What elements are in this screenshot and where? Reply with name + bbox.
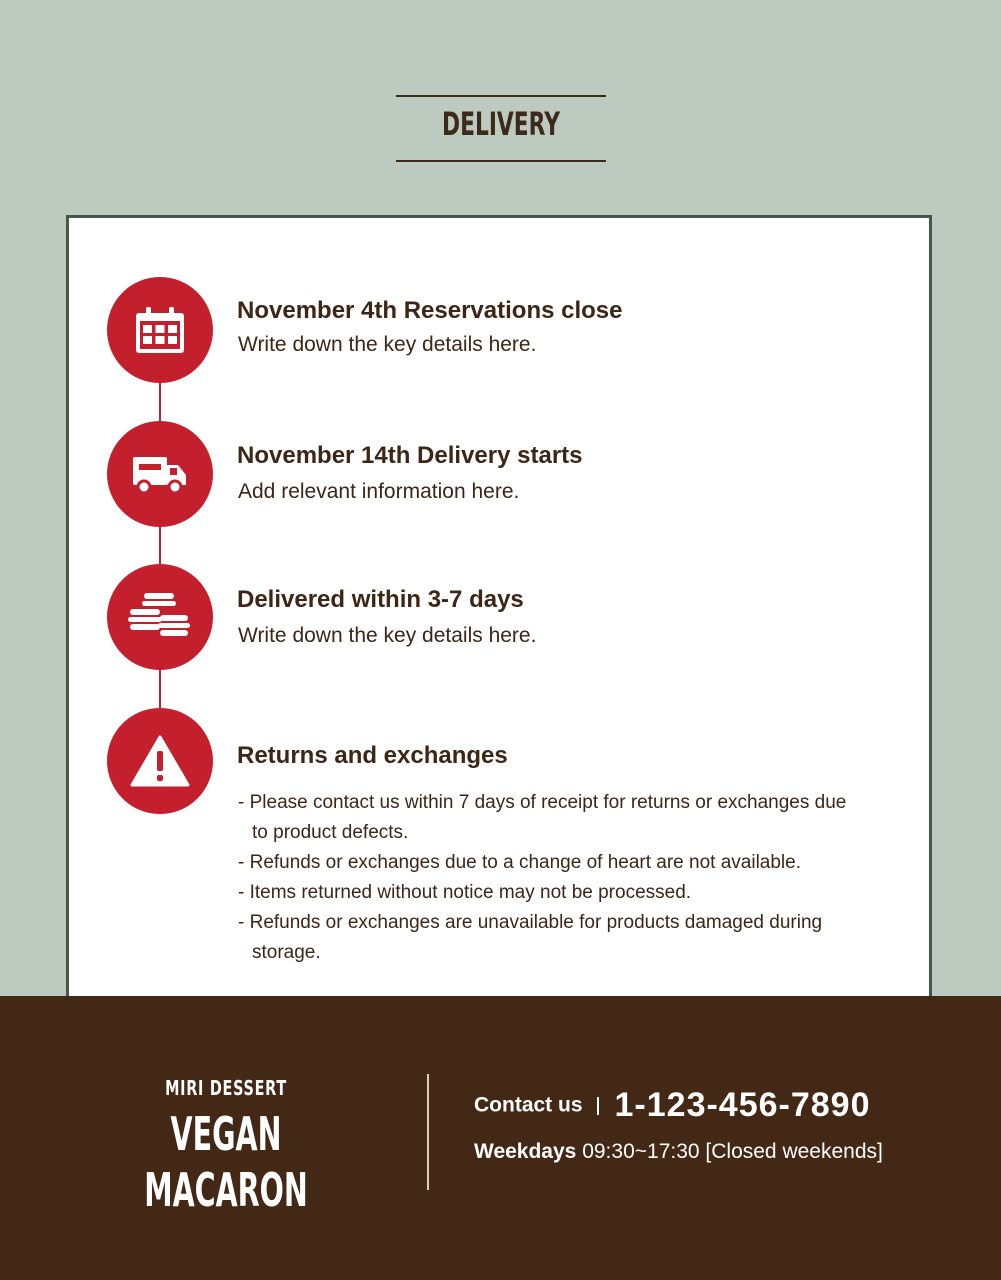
returns-note: - Refunds or exchanges due to a change of heart are not available.: [238, 852, 801, 873]
timeline-item-3-title: Delivered within 3-7 days: [237, 586, 524, 613]
returns-note: - Please contact us within 7 days of receipt for returns or exchanges due to product defects.: [238, 792, 847, 843]
warning-icon: [130, 735, 190, 787]
footer-divider: [427, 1074, 429, 1190]
timeline-item-2-description: Add relevant information here.: [238, 480, 520, 503]
calendar-icon: [134, 305, 186, 355]
timeline-item-3-description: Write down the key details here.: [238, 624, 537, 647]
contact-label: Contact us: [474, 1093, 583, 1117]
timeline-item-4-badge: [107, 708, 213, 814]
timeline-connector: [159, 360, 161, 730]
macaron-icon: [128, 591, 192, 643]
phone-number[interactable]: 1-123-456-7890: [614, 1086, 871, 1124]
brand-name: VEGAN MACARON: [144, 1107, 308, 1217]
contact-separator: [597, 1097, 599, 1115]
hours-row: [474, 1140, 883, 1164]
timeline-item-1-description: Write down the key details here.: [238, 333, 537, 356]
contact-row: [474, 1086, 870, 1125]
title-top-rule: [396, 95, 606, 97]
timeline-item-2-title: November 14th Delivery starts: [237, 442, 583, 469]
hours-label: Weekdays: [474, 1140, 577, 1163]
returns-note: - Items returned without notice may not be processed.: [238, 882, 692, 903]
returns-note: - Refunds or exchanges are unavailable for products damaged during storage.: [238, 912, 823, 963]
page-title: DELIVERY: [442, 105, 560, 143]
title-bottom-rule: [396, 160, 606, 162]
truck-icon: [131, 453, 189, 495]
timeline-item-1-badge: [107, 277, 213, 383]
brand-subtitle: MIRI DESSERT: [165, 1076, 287, 1100]
timeline-item-4-title: Returns and exchanges: [237, 742, 508, 769]
timeline-item-2-badge: [107, 421, 213, 527]
timeline-item-3-badge: [107, 564, 213, 670]
hours-value: 09:30~17:30 [Closed weekends]: [582, 1140, 883, 1163]
returns-notes-list: [238, 788, 852, 968]
timeline-item-1-title: November 4th Reservations close: [237, 297, 623, 324]
